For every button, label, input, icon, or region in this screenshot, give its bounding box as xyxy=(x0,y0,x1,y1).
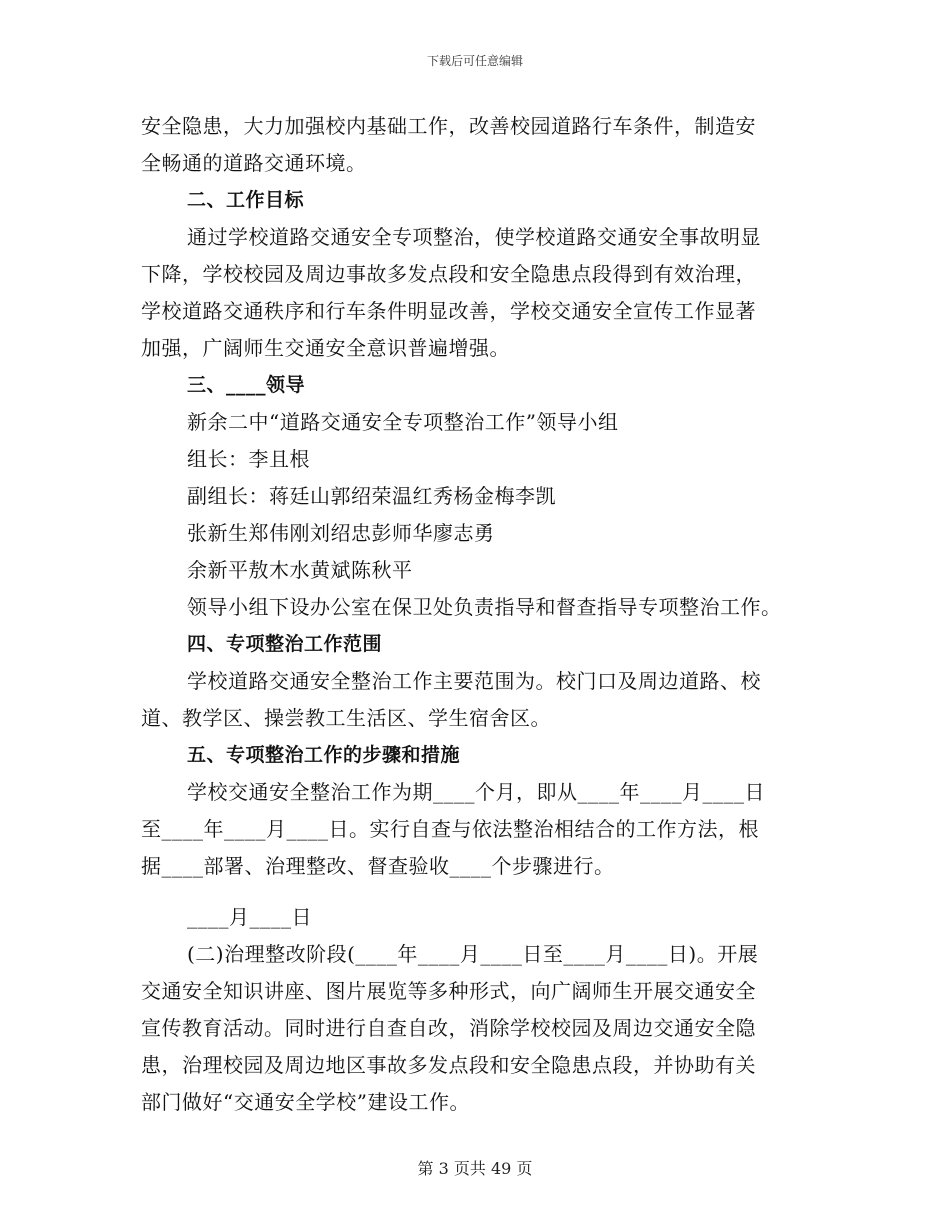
paragraph-line: 学校道路交通秩序和行车条件明显改善，学校交通安全宣传工作显著 xyxy=(141,299,756,323)
paragraph-line: 学校交通安全整治工作为期____个月，即从____年____月____日 xyxy=(187,780,765,804)
paragraph-line: 患，治理校园及周边地区事故多发点段和安全隐患点段，并协助有关 xyxy=(141,1053,756,1077)
paragraph-line: 至____年____月____日。实行自查与依法整治相结合的工作方法，根 xyxy=(141,817,759,841)
paragraph-line: 安全隐患，大力加强校内基础工作，改善校园道路行车条件，制造安 xyxy=(141,114,756,138)
section-heading-goals: 二、工作目标 xyxy=(187,189,305,211)
section-heading-leadership: 三、____领导 xyxy=(187,374,306,396)
page-footer: 第 3 页共 49 页 xyxy=(417,1159,533,1178)
section-heading-steps: 五、专项整治工作的步骤和措施 xyxy=(187,744,461,766)
paragraph-line: 全畅通的道路交通环境。 xyxy=(141,151,367,175)
paragraph-line: (二)治理整改阶段(____年____月____日至____月____日)。开展 xyxy=(187,942,759,966)
paragraph-gap xyxy=(141,885,811,899)
paragraph-line: 余新平敖木水黄斌陈秋平 xyxy=(187,558,413,582)
paragraph-line: 新余二中“道路交通安全专项整治工作”领导小组 xyxy=(187,410,619,434)
paragraph-line: 道、教学区、操尝教工生活区、学生宿舍区。 xyxy=(141,706,551,730)
paragraph-line: 副组长：蒋廷山郭绍荣温红秀杨金梅李凯 xyxy=(187,484,556,508)
paragraph-line: 据____部署、治理整改、督查验收____个步骤进行。 xyxy=(141,854,615,878)
paragraph-line: 领导小组下设办公室在保卫处负责指导和督查指导专项整治工作。 xyxy=(187,595,782,619)
paragraph-line: 学校道路交通安全整治工作主要范围为。校门口及周边道路、校 xyxy=(187,669,761,693)
paragraph-line: 部门做好“交通安全学校”建设工作。 xyxy=(141,1090,470,1114)
paragraph-line: 下降，学校校园及周边事故多发点段和安全隐患点段得到有效治理， xyxy=(141,262,756,286)
paragraph-line: ____月____日 xyxy=(187,905,312,929)
paragraph-line: 宣传教育活动。同时进行自查自改，消除学校校园及周边交通安全隐 xyxy=(141,1016,756,1040)
document-body xyxy=(141,108,811,1121)
paragraph-line: 交通安全知识讲座、图片展览等多种形式，向广阔师生开展交通安全 xyxy=(141,979,756,1003)
paragraph-line: 张新生郑伟刚刘绍忠彭师华廖志勇 xyxy=(187,521,495,545)
section-heading-scope: 四、专项整治工作范围 xyxy=(187,633,383,655)
page-header: 下载后可任意编辑 xyxy=(426,54,523,68)
paragraph-line: 加强，广阔师生交通安全意识普遍增强。 xyxy=(141,336,510,360)
paragraph-line: 通过学校道路交通安全专项整治，使学校道路交通安全事故明显 xyxy=(187,225,761,249)
paragraph-line: 组长：李且根 xyxy=(187,447,310,471)
